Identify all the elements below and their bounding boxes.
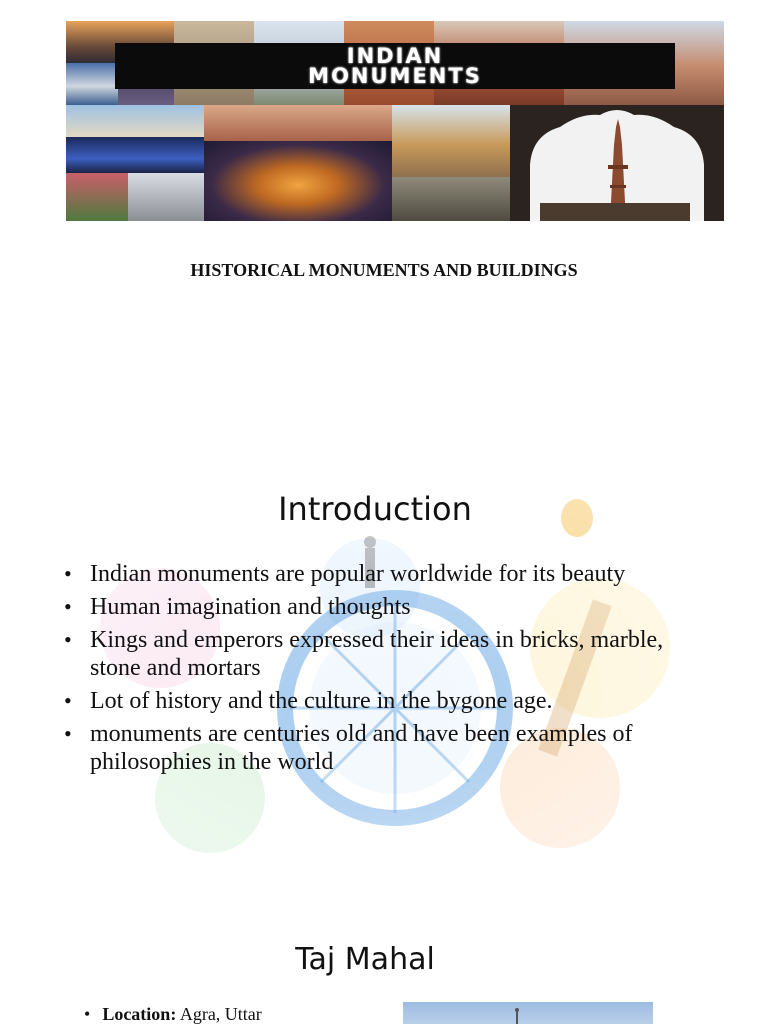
banner-title-line2: MONUMENTS [308,64,482,88]
qutub-minar-arch [510,105,724,221]
intro-slide [40,478,730,878]
intro-bullet: • Kings and emperors expressed their ideas in bricks, marble, stone and mortars [62,626,702,682]
page-subtitle: HISTORICAL MONUMENTS AND BUILDINGS [190,260,578,280]
intro-bullet: • Indian monuments are popular worldwide for its beauty [62,560,702,588]
taj-mahal-title: Taj Mahal [295,942,435,977]
intro-bullet-list [62,560,702,781]
collage-photo-palace-white [66,105,204,137]
taj-mahal-photo [403,1002,653,1024]
taj-location-value: Agra, Uttar [176,1004,262,1024]
collage-photo-lotus-temple [66,137,204,173]
intro-title: Introduction [278,490,472,528]
collage-photo-golden-temple [392,105,510,177]
taj-location-bullet [84,1004,262,1025]
taj-location-label: Location: [102,1004,177,1024]
banner-collage [66,21,724,221]
collage-photo-palace-lake [66,63,118,105]
banner-title-line1: INDIAN [346,44,444,68]
collage-photo-statue [128,173,204,221]
intro-bullet: • Human imagination and thoughts [62,593,702,621]
intro-bullet: • monuments are centuries old and have been examples of philosophies in the world [62,720,702,776]
collage-photo-gardens [66,173,128,221]
banner-title [115,43,675,89]
bullet-dot: • [84,1004,91,1024]
collage-photo-qutub-minar [510,105,724,221]
collage-photo-india-gate [204,141,392,221]
collage-photo-palace-dome [204,105,392,141]
intro-bullet: • Lot of history and the culture in the bygone age. [62,687,702,715]
collage-photo-sculpture [392,177,510,221]
taj-spire [403,1002,653,1024]
banner-title-box [115,43,675,89]
